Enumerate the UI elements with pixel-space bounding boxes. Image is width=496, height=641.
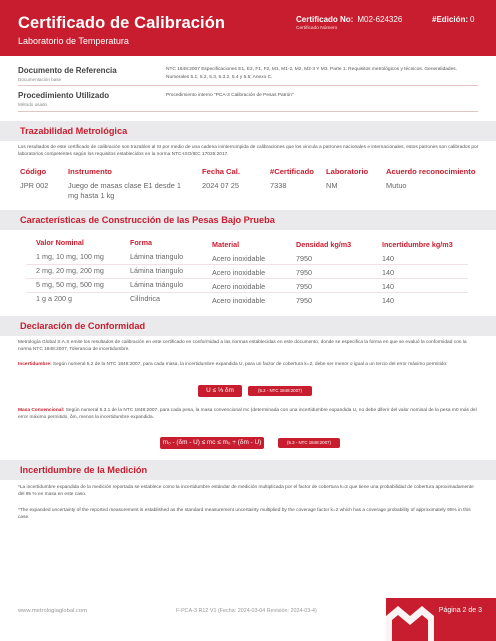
- trace-date: 2024 07 25: [202, 181, 239, 190]
- row-divider: [26, 278, 468, 279]
- formula-reference: (5.3 - NTC 1848:2007): [278, 438, 340, 448]
- reference-label: Documento de Referencia: [18, 66, 117, 75]
- conventional-mass-text: Según numeral 5.3.1 de la NTC 1848:2007, para cada pesa, la masa convencional mc (determinada con una incertidumbre expandida U, no debe diferir del valor nominal de la pesa m0 más del error máximo permitido, δm, menos la incertidumbre expandida.: [18, 408, 477, 420]
- char-uncertainty: 140: [382, 282, 394, 291]
- procedure-text: Procedimiento interno "PCA-3 Calibración de Pesas Patrón": [166, 93, 294, 98]
- certificate-sub: Certificado Número: [296, 26, 338, 31]
- trace-header-code: Código: [20, 167, 47, 176]
- char-material: Acero inoxidable: [212, 296, 266, 305]
- procedure-label: Procedimiento Utilizado: [18, 91, 110, 100]
- char-density: 7950: [296, 282, 312, 291]
- char-header-density: Densidad kg/m3: [296, 240, 352, 249]
- measurement-uncertainty-section-header: [0, 460, 496, 480]
- conformity-intro: Metrología Global S.A.S emite los resultados de calibración en este certificado en conformidad a las normas establecidas en este documento, donde se especifica la forma en que se evaluó la conformidad con la norma NTC 1848:2007, Tolerancia de incertidumbre.: [18, 340, 467, 352]
- certificate-value: M02-624326: [357, 15, 403, 24]
- edition: [432, 15, 474, 24]
- uncertainty-statement-en: *The expanded uncertainty of the reported measurement is established as the standard measurement uncertainty multiplied by the coverage factor k=2 which has a coverage probability of approximately 95% in this case.: [18, 508, 471, 520]
- char-nominal: 1 g a 200 g: [36, 294, 72, 303]
- measurement-uncertainty-title: Incertidumbre de la Medición: [20, 465, 148, 475]
- document-subtitle: Laboratorio de Temperatura: [18, 36, 129, 46]
- trace-header-certificate: #Certificado: [270, 167, 314, 176]
- char-nominal: 2 mg, 20 mg, 200 mg: [36, 266, 104, 275]
- page-badge: [386, 598, 496, 641]
- char-header-uncertainty: Incertidumbre kg/m3: [382, 240, 453, 249]
- char-nominal: 1 mg, 10 mg, 100 mg: [36, 252, 104, 261]
- char-nominal: 5 mg, 50 mg, 500 mg: [36, 280, 104, 289]
- char-uncertainty: 140: [382, 296, 394, 305]
- char-material: Acero inoxidable: [212, 268, 266, 277]
- traceability-text: Los resultados de este certificado de calibración son trazables al SI por medio de una cadena ininterrumpida de calibraciones que los vincula a patrones nacionales e internacionales, estos patrones son calibrados por laboratorios competentes según los requisitos establecidos en la norma NTC-ISO/IEC 17025:2017.: [18, 145, 479, 157]
- formula-reference: (5.2 - NTC 1848:2007): [248, 386, 312, 396]
- trace-laboratory: NM: [326, 181, 338, 190]
- reference-text: NTC 1848:2007 Especificaciones E1, E2, F1, F2, M1, M1-2, M2, M2-3 Y M3. Parte 1: Requisitos metrológicos y técnicos. Generalidades. Numerales 5.1, 5.2, 5.3, 5.3.2, 5.4 y 5.5; Anexo C.: [166, 67, 457, 80]
- trace-agreement: Mutuo: [386, 181, 407, 190]
- certificate-number: [296, 15, 402, 24]
- char-header-material: Material: [212, 240, 240, 249]
- document-code: F-PCA-3 R12 V1 (Fecha: 2024-03-04 Revisión: 2024-03-4): [176, 608, 317, 614]
- char-uncertainty: 140: [382, 268, 394, 277]
- uncertainty-statement-es: *La incertidumbre expandida de la medición reportada se establece como la incertidumbre estándar de medición multiplicada por el factor de cobertura k=2 que tiene una probabilidad de cobertura aproximadamente del 95 % en masa en este caso.: [18, 485, 474, 497]
- trace-instrument: Juego de masas clase E1 desde 1 mg hasta 1 kg: [68, 181, 181, 200]
- characteristics-title: Características de Construcción de las Pesas Bajo Prueba: [20, 215, 275, 225]
- divider: [18, 111, 478, 112]
- char-density: 7950: [296, 268, 312, 277]
- char-shape: Cilíndrica: [130, 294, 160, 303]
- website-link[interactable]: www.metrologiaglobal.com: [18, 608, 87, 614]
- conventional-mass-label: Masa Convencional:: [18, 408, 65, 413]
- char-header-nominal: Valor Nominal: [36, 238, 84, 247]
- conformity-section-header: [0, 316, 496, 336]
- edition-value: 0: [470, 15, 475, 24]
- char-shape: Lámina triángulo: [130, 280, 184, 289]
- formula-uncertainty: U ≤ ⅓ δm: [198, 385, 242, 397]
- trace-header-agreement: Acuerdo reconocimiento: [386, 167, 476, 176]
- row-divider: [26, 292, 468, 293]
- formula-conventional-mass: m₀ - (δm - U) ≤ mc ≤ m₀ + (δm - U): [160, 437, 264, 449]
- trace-header-laboratory: Laboratorio: [326, 167, 369, 176]
- characteristics-section-header: [0, 210, 496, 230]
- trace-certificate: 7338: [270, 181, 287, 190]
- conformity-title: Declaración de Conformidad: [20, 321, 146, 331]
- char-header-shape: Forma: [130, 238, 152, 247]
- uncertainty-rule-label: Incertidumbre:: [18, 362, 52, 367]
- edition-label: #Edición:: [432, 15, 469, 24]
- row-divider: [26, 264, 468, 265]
- uncertainty-rule-text: Según numeral 5.2 de la NTC 1848:2007, para cada masa, la incertidumbre expandida U, para un factor de cobertura k=2, debe ser menor o igual a un tercio del error máximo permitido:: [51, 362, 448, 367]
- certificate-label: Certificado No:: [296, 15, 354, 24]
- reference-sub: Documentación base: [18, 77, 62, 82]
- char-shape: Lámina triangulo: [130, 266, 184, 275]
- char-material: Acero inoxidable: [212, 254, 266, 263]
- page-number: Página 2 de 3: [438, 607, 482, 614]
- trace-header-date: Fecha Cal.: [202, 167, 240, 176]
- header-banner: [0, 0, 496, 56]
- procedure-sub: Método usado: [18, 102, 48, 107]
- trace-code: JPR 002: [20, 181, 49, 190]
- char-density: 7950: [296, 296, 312, 305]
- document-title: Certificado de Calibración: [18, 14, 226, 32]
- char-shape: Lámina triangulo: [130, 252, 184, 261]
- corner-logo-shape: [386, 598, 496, 641]
- uncertainty-rule: [18, 362, 480, 369]
- trace-header-instrument: Instrumento: [68, 167, 112, 176]
- char-density: 7950: [296, 254, 312, 263]
- conventional-mass-rule: [18, 408, 480, 422]
- traceability-section-header: [0, 121, 496, 141]
- divider: [18, 85, 478, 86]
- traceability-title: Trazabilidad Metrológica: [20, 126, 128, 136]
- char-uncertainty: 140: [382, 254, 394, 263]
- char-material: Acero inoxidable: [212, 282, 266, 291]
